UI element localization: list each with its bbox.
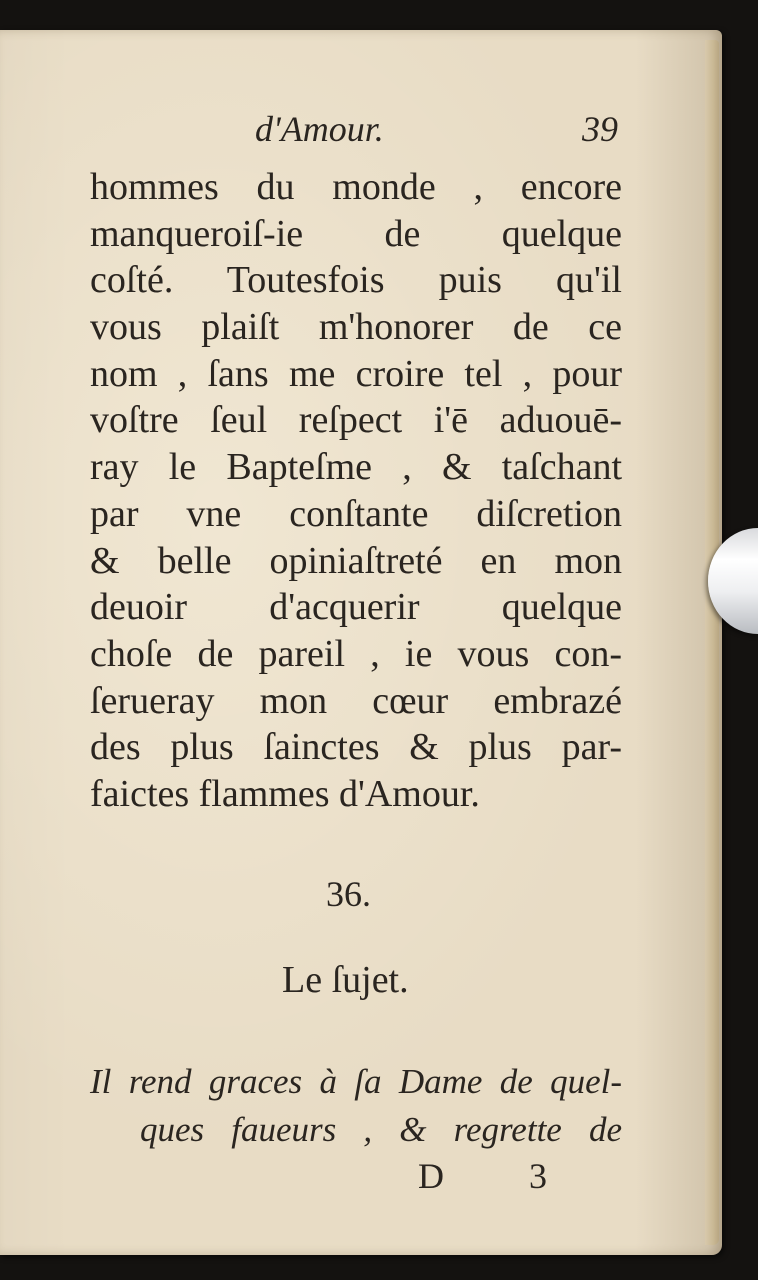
book-page	[0, 30, 722, 1255]
text-line: & belle opiniaſtreté en mon	[90, 539, 622, 582]
text-line: ſerueray mon cœur embrazé	[90, 679, 622, 722]
argument-line: Il rend graces à ſa Dame de quel-	[90, 1062, 622, 1101]
page-number: 39	[582, 109, 618, 149]
text-line: coſté. Toutesfois puis qu'il	[90, 259, 622, 302]
argument-line: ques faueurs , & regrette de	[140, 1110, 622, 1149]
text-line: par vne conſtante diſcretion	[90, 492, 622, 535]
body-text	[90, 164, 622, 818]
text-line: deuoir d'acquerir quelque	[90, 586, 622, 629]
argument-text	[90, 1058, 622, 1154]
text-line: des plus ſainctes & plus par-	[90, 726, 622, 769]
running-title: d'Amour.	[255, 109, 384, 149]
text-line: choſe de pareil , ie vous con-	[90, 632, 622, 675]
page-header	[90, 108, 622, 158]
text-line: voſtre ſeul reſpect i'ē aduouē-	[90, 399, 622, 442]
text-line: ray le Bapteſme , & taſchant	[90, 446, 622, 489]
text-line: manqueroiſ-ie de quelque	[90, 212, 622, 255]
text-line: vous plaiſt m'honorer de ce	[90, 306, 622, 349]
text-line: hommes du monde , encore	[90, 166, 622, 208]
page-fore-edge	[705, 40, 719, 1245]
text-line: faictes flammes d'Amour.	[90, 772, 480, 815]
text-line: nom , ſans me croire tel , pour	[90, 352, 622, 395]
signature-mark: D 3	[418, 1156, 585, 1196]
section-title: Le ſujet.	[282, 959, 409, 1001]
section-number: 36.	[326, 874, 371, 914]
